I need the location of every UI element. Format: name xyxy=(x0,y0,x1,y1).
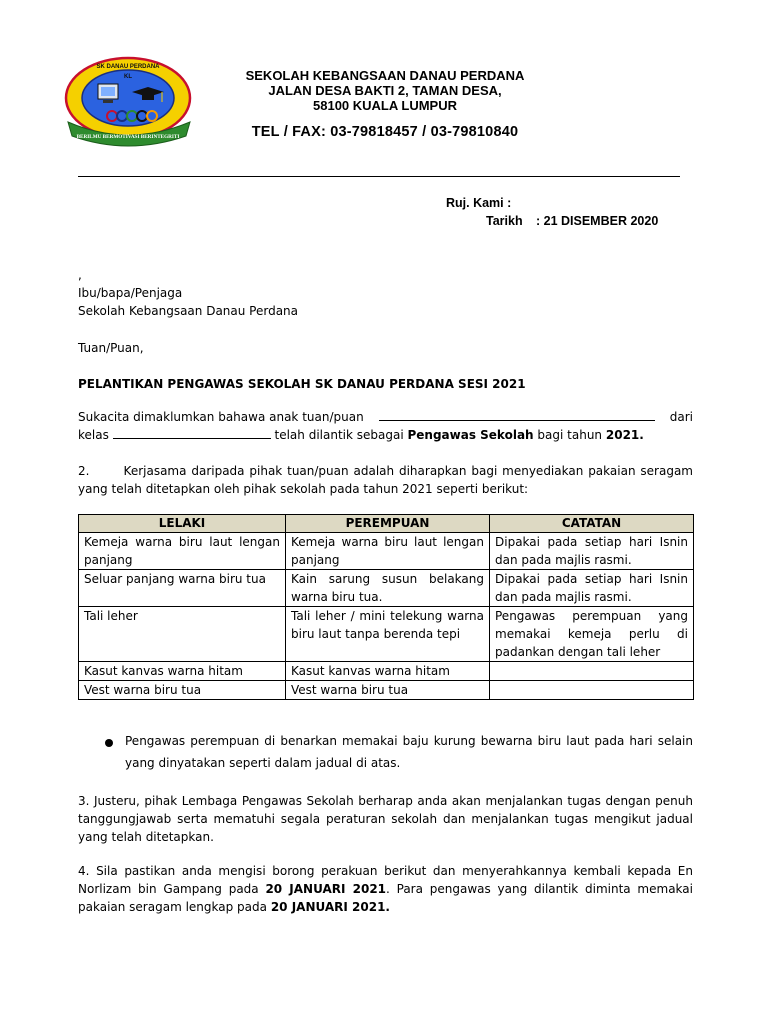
table-cell xyxy=(490,681,694,700)
logo-top-text: SK DANAU PERDANA xyxy=(96,64,160,70)
child-name-blank xyxy=(379,409,655,421)
table-cell: Pengawas perempuan yang memakai kemeja perlu di padankan dengan tali leher xyxy=(490,607,694,662)
header-catatan: CATATAN xyxy=(490,515,694,533)
class-blank xyxy=(113,427,271,439)
subject-line: PELANTIKAN PENGAWAS SEKOLAH SK DANAU PERDANA SESI 2021 xyxy=(78,377,526,391)
paragraph-3: 3. Justeru, pihak Lembaga Pengawas Sekolah berharap anda akan menjalankan tugas dengan penuh tanggungjawab serta mematuhi segala peraturan sekolah dan menjalankan tugas mengikut jadual yang telah ditetapkan. xyxy=(78,794,693,844)
table-cell: Kemeja warna biru laut lengan panjang xyxy=(286,533,490,570)
table-cell: Tali leher / mini telekung warna biru laut tanpa berenda tepi xyxy=(286,607,490,662)
para1-bold2: 2021. xyxy=(605,428,644,442)
address-line-2: 58100 KUALA LUMPUR xyxy=(313,98,457,113)
paragraph-4 xyxy=(78,862,693,916)
ref-tarikh-label: Tarikh xyxy=(486,214,523,228)
table-cell: Dipakai pada setiap hari Isnin dan pada majlis rasmi. xyxy=(490,570,694,607)
para4-part2: . Para pengawas yang dilantik diminta memakai pakaian seragam lengkap pada xyxy=(78,882,693,914)
logo-sub-text: KL xyxy=(124,74,132,80)
school-name: SEKOLAH KEBANGSAAN DANAU PERDANA xyxy=(245,68,525,83)
ref-ruj-kami: Ruj. Kami : xyxy=(446,196,512,210)
table-cell xyxy=(490,662,694,681)
table-row xyxy=(79,607,694,662)
table-cell: Kasut kanvas warna hitam xyxy=(286,662,490,681)
para1-bold1: Pengawas Sekolah xyxy=(407,428,534,442)
table-header-row xyxy=(79,515,694,533)
table-cell: Seluar panjang warna biru tua xyxy=(79,570,286,607)
para1-part4: telah dilantik sebagai xyxy=(274,428,404,442)
recipient-line-2: Sekolah Kebangsaan Danau Perdana xyxy=(78,304,299,318)
table-cell: Vest warna biru tua xyxy=(79,681,286,700)
uniform-table xyxy=(78,514,694,700)
ref-tarikh-value: : 21 DISEMBER 2020 xyxy=(536,214,659,228)
logo-ribbon-text: BERILMU BERMOTIVASI BERINTEGRITI xyxy=(76,134,180,140)
paragraph-1 xyxy=(78,408,693,444)
recipient-line-1: Ibu/bapa/Penjaga xyxy=(78,286,183,300)
tel-fax: TEL / FAX: 03-79818457 / 03-79810840 xyxy=(251,124,519,140)
header-perempuan: PEREMPUAN xyxy=(286,515,490,533)
header-divider xyxy=(78,176,680,177)
table-cell: Kasut kanvas warna hitam xyxy=(79,662,286,681)
para1-part1: Sukacita dimaklumkan bahawa anak tuan/puan xyxy=(78,410,364,424)
para1-part2: dari xyxy=(669,410,693,424)
para4-bold2: 20 JANUARI 2021. xyxy=(270,900,390,914)
para4-bold1: 20 JANUARI 2021 xyxy=(265,882,387,896)
para1-part5: bagi tahun xyxy=(537,428,603,442)
school-logo xyxy=(62,56,196,152)
para1-part3: kelas xyxy=(78,428,109,442)
table-row xyxy=(79,662,694,681)
salutation: Tuan/Puan, xyxy=(78,341,144,355)
table-cell: Dipakai pada setiap hari Isnin dan pada majlis rasmi. xyxy=(490,533,694,570)
table-cell: Kain sarung susun belakang warna biru tua. xyxy=(286,570,490,607)
table-cell: Vest warna biru tua xyxy=(286,681,490,700)
table-cell: Kemeja warna biru laut lengan panjang xyxy=(79,533,286,570)
table-cell: Tali leher xyxy=(79,607,286,662)
header-lelaki: LELAKI xyxy=(79,515,286,533)
table-row xyxy=(79,533,694,570)
bullet-dot-icon xyxy=(104,738,114,748)
table-row xyxy=(79,570,694,607)
letterhead xyxy=(200,68,570,140)
address-line-1: JALAN DESA BAKTI 2, TAMAN DESA, xyxy=(268,83,502,98)
bullet-note: Pengawas perempuan di benarkan memakai baju kurung bewarna biru laut pada hari selain yang dinyatakan seperti dalam jadual di atas. xyxy=(125,734,693,770)
recipient-comma: , xyxy=(78,268,82,282)
para4-part1: 4. Sila pastikan anda mengisi borong perakuan berikut dan menyerahkannya kembali kepada En Norlizam bin Gampang pada xyxy=(78,864,693,896)
table-row xyxy=(79,681,694,700)
paragraph-2: 2. Kerjasama daripada pihak tuan/puan adalah diharapkan bagi menyediakan pakaian seragam yang telah ditetapkan oleh pihak sekolah pada tahun 2021 seperti berikut: xyxy=(78,464,693,496)
